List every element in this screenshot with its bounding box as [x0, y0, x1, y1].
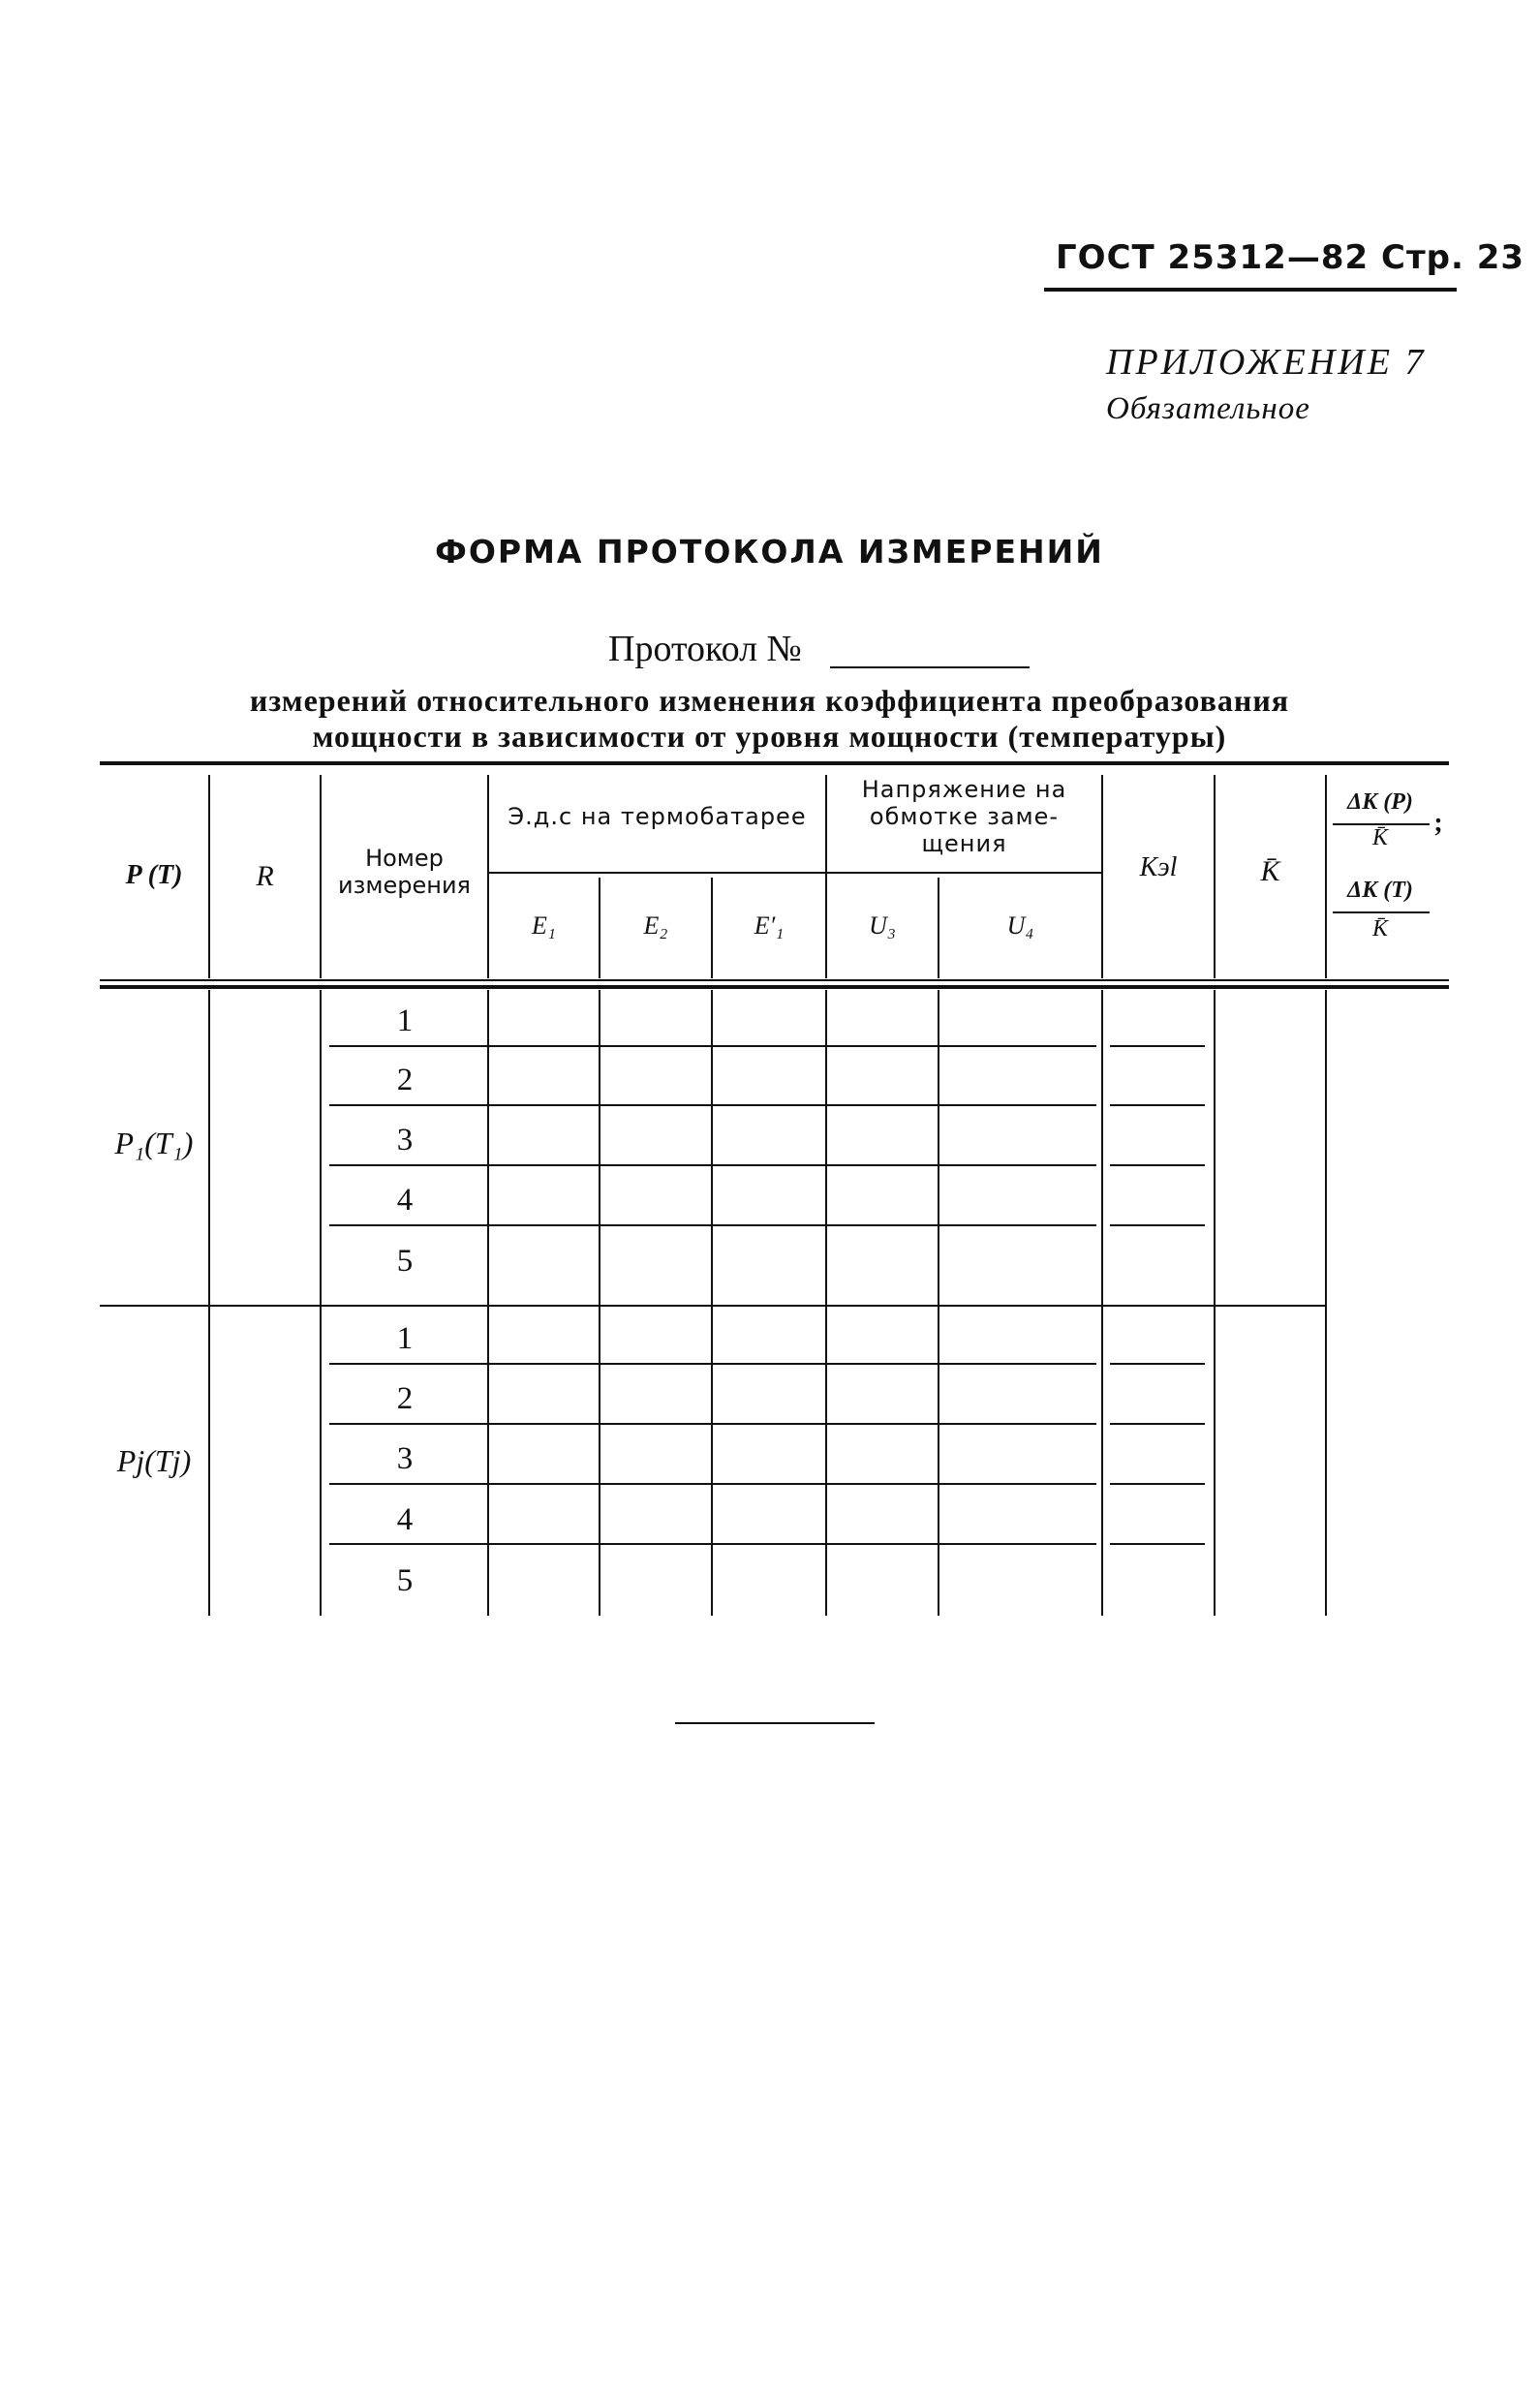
body-divider [487, 990, 489, 1616]
group-separator [100, 1305, 1325, 1307]
voltage-group-underline [827, 872, 1101, 874]
k-el-row-line [1110, 1164, 1205, 1166]
header-ratio-t-denominator: K̄ [1371, 916, 1388, 942]
header-ratio-p-denominator: K̄ [1371, 825, 1388, 850]
row-line [329, 1363, 1096, 1365]
header-e1: E₁ [532, 911, 556, 940]
emf-group-underline [489, 872, 825, 874]
row-line [329, 1543, 1096, 1545]
measurement-number: 1 [396, 1003, 414, 1038]
measurement-number: 5 [396, 1563, 414, 1598]
header-p-t: P (T) [125, 860, 183, 890]
measurement-number: 3 [396, 1441, 414, 1476]
k-el-row-line [1110, 1045, 1205, 1047]
measurement-number: 2 [396, 1381, 414, 1416]
header-k-el: Kэl [1139, 852, 1178, 882]
table-top-border [100, 761, 1449, 765]
k-el-row-line [1110, 1363, 1205, 1365]
k-el-row-line [1110, 1483, 1205, 1485]
description-line-1: измерений относительного изменения коэффициента преобразования [249, 683, 1290, 718]
header-ratio-p-separator: ; [1433, 808, 1443, 838]
header-u3: U₃ [869, 911, 896, 940]
header-k-bar: K̄ [1260, 855, 1280, 887]
body-divider [1214, 990, 1216, 1616]
body-divider [938, 990, 939, 1616]
body-divider [1101, 990, 1103, 1616]
body-divider [599, 990, 600, 1616]
row-line [329, 1164, 1096, 1166]
body-divider [208, 990, 210, 1616]
appendix-title: ПРИЛОЖЕНИЕ 7 [1106, 342, 1427, 383]
measurement-number: 1 [396, 1321, 414, 1356]
header-emf-group: Э.д.с на термобатарее [508, 803, 807, 830]
row-line [329, 1045, 1096, 1047]
header-r: R [256, 860, 274, 892]
measurement-number: 2 [396, 1063, 414, 1097]
row-line [329, 1104, 1096, 1106]
header-separator [100, 979, 1449, 981]
header-voltage-line-2: обмотке заме- [869, 803, 1060, 830]
end-rule [675, 1722, 875, 1724]
page-header: ГОСТ 25312—82 Стр. 23 [1056, 238, 1525, 277]
k-el-row-line [1110, 1423, 1205, 1425]
measurement-number: 4 [396, 1502, 414, 1537]
k-el-row-line [1110, 1224, 1205, 1226]
form-title: ФОРМА ПРОТОКОЛА ИЗМЕРЕНИЙ [435, 533, 1104, 571]
header-e1-prime: E′₁ [754, 911, 785, 940]
body-divider [711, 990, 713, 1616]
measurement-number: 4 [396, 1183, 414, 1218]
header-voltage-line-3: щения [921, 830, 1007, 857]
header-number-line-1: Номер [365, 845, 444, 872]
ratio-t-fraction-bar [1333, 911, 1430, 913]
header-voltage-line-1: Напряжение на [861, 776, 1067, 803]
header-separator [100, 985, 1449, 989]
body-divider [1325, 990, 1327, 1616]
group-label-p1: P₁(T₁) [114, 1126, 194, 1160]
row-line [329, 1224, 1096, 1226]
k-el-row-line [1110, 1104, 1205, 1106]
header-e2: E₂ [643, 911, 668, 940]
header-number-line-2: измерения [338, 872, 471, 899]
header-ratio-t-numerator: ΔK (T) [1347, 878, 1413, 903]
group-label-pj: Pj(Tj) [116, 1443, 192, 1478]
body-divider [825, 990, 827, 1616]
header-u4: U₄ [1006, 911, 1034, 940]
row-line [329, 1483, 1096, 1485]
k-el-row-line [1110, 1543, 1205, 1545]
header-divider [1325, 775, 1327, 978]
header-ratio-p-numerator: ΔK (P) [1347, 789, 1413, 815]
body-divider [320, 990, 322, 1616]
description-line-2: мощности в зависимости от уровня мощности (температуры) [312, 719, 1227, 754]
measurement-number: 5 [396, 1244, 414, 1279]
row-line [329, 1423, 1096, 1425]
protocol-label: Протокол № [608, 629, 802, 669]
appendix-status: Обязательное [1106, 391, 1310, 426]
measurement-number: 3 [396, 1123, 414, 1158]
